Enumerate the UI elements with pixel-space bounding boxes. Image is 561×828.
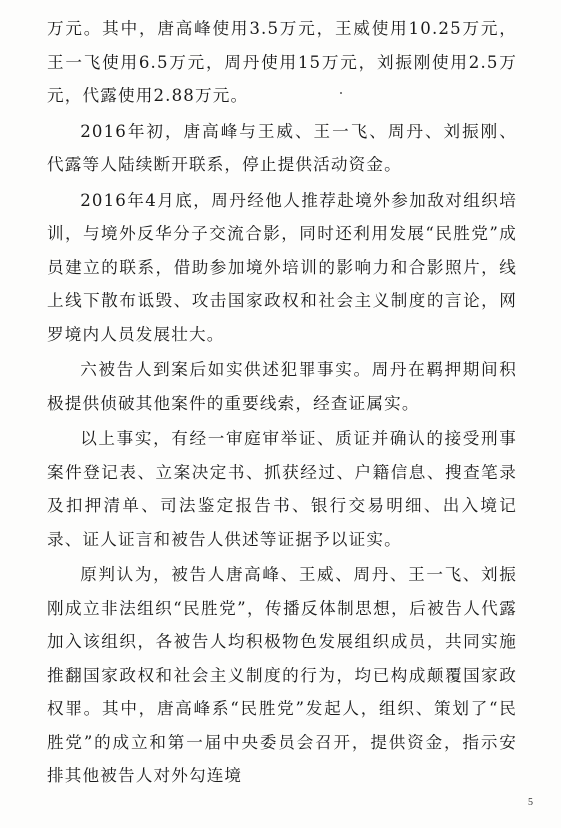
paragraph-2016-early: 2016年初，唐高峰与王威、王一飞、周丹、刘振刚、代露等人陆续断开联系，停止提供活动资金。 [47,121,517,174]
paragraph-original-judgment: 原判认为，被告人唐高峰、王威、周丹、王一飞、刘振刚成立非法组织“民胜党”，传播反体制思想，后被告人代露加入该组织，各被告人均积极物色发展组织成员，共同实施推翻国家政权和社会主义制度的行为，均已构成颠覆国家政权罪。其中，唐高峰系“民胜党”发起人，组织、策划了“民胜党”的成立和第一届中央委员会召开，提供资金，指示安排其他被告人对外勾连境 [47,565,517,785]
paragraph-evidence: 以上事实，有经一审庭审举证、质证并确认的接受刑事案件登记表、立案决定书、抓获经过、户籍信息、搜查笔录及扣押清单、司法鉴定报告书、银行交易明细、出入境记录、证人证言和被告人供述等证据予以证实。 [47,429,517,549]
scan-speck [340,92,342,94]
paragraph-confession: 六被告人到案后如实供述犯罪事实。周丹在羁押期间积极提供侦破其他案件的重要线索，经查证属实。 [47,360,517,413]
paragraph-2016-april: 2016年4月底，周丹经他人推荐赴境外参加敌对组织培训，与境外反华分子交流合影，同时还利用发展“民胜党”成员建立的联系，借助参加境外培训的影响力和合影照片，线上线下散布诋毁、攻击国家政权和社会主义制度的言论，网罗境内人员发展壮大。 [47,190,517,344]
paragraph-funds-usage: 万元。其中，唐高峰使用3.5万元，王威使用10.25万元，王一飞使用6.5万元，周丹使用15万元，刘振刚使用2.5万元，代露使用2.88万元。 [47,19,517,105]
page-number: 5 [528,797,533,808]
document-body [47,12,517,795]
